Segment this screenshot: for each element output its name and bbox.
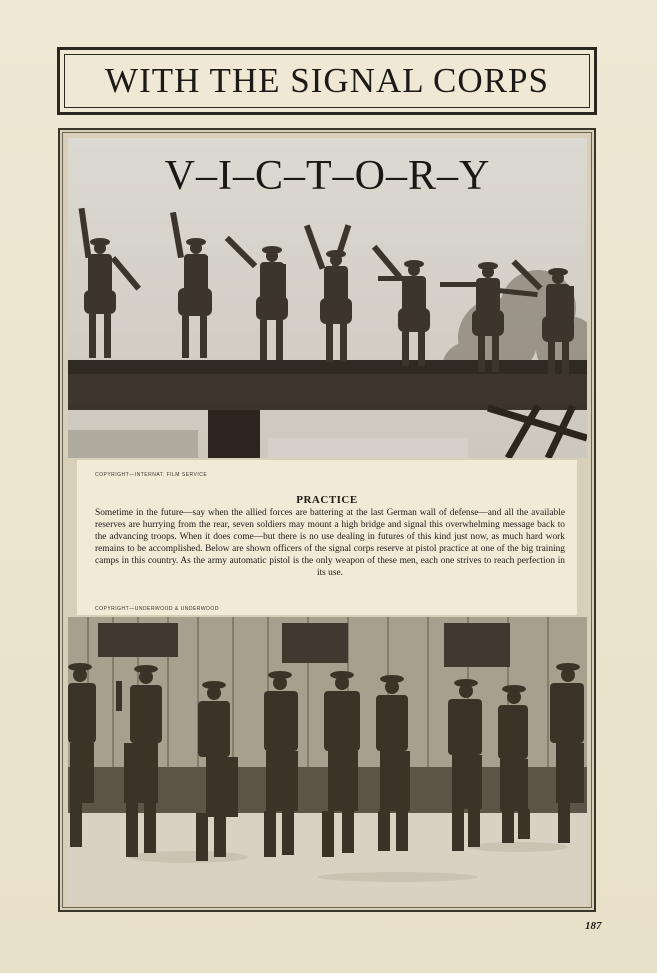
header-box — [57, 47, 597, 115]
bridge-top-beam — [68, 360, 587, 374]
victory-photo — [68, 138, 587, 458]
window — [444, 623, 510, 667]
top-photo-credit: COPYRIGHT—INTERNAT. FILM SERVICE — [95, 472, 208, 478]
page-number: 187 — [585, 920, 602, 932]
victory-overlay-text: V–I–C–T–O–R–Y — [164, 153, 491, 199]
bridge-beam — [68, 374, 587, 404]
page-title: WITH THE SIGNAL CORPS — [105, 61, 549, 100]
bottom-photo-credit: COPYRIGHT—UNDERWOOD & UNDERWOOD — [95, 606, 219, 612]
bridge-pillar — [208, 404, 260, 458]
practice-paragraph: Sometime in the future—say when the allied forces are battering at the last German wall of defense—and all the available reserves are hurrying from the rear, seven soldiers may mount a high bridge and signal this overwhelming message back to the advancing troops. When it does come—but there is no use dealing in futures of this kind just now, as much hard work remains to be accomplished. Below are shown officers of the signal corps reserve at pistol practice at one of the big training camps in this country. As the army automatic pistol is the only weapon of these men, each one strives to reach perfection in its use. — [95, 508, 565, 578]
pistol-practice-image — [68, 617, 587, 905]
practice-body — [95, 508, 565, 579]
officer-8 — [498, 685, 530, 843]
practice-heading: PRACTICE — [296, 494, 358, 506]
window — [282, 623, 348, 663]
header-inner-border — [64, 54, 590, 108]
practice-text-panel — [77, 460, 577, 615]
window — [98, 623, 178, 657]
pistol-practice-photo — [68, 617, 587, 905]
